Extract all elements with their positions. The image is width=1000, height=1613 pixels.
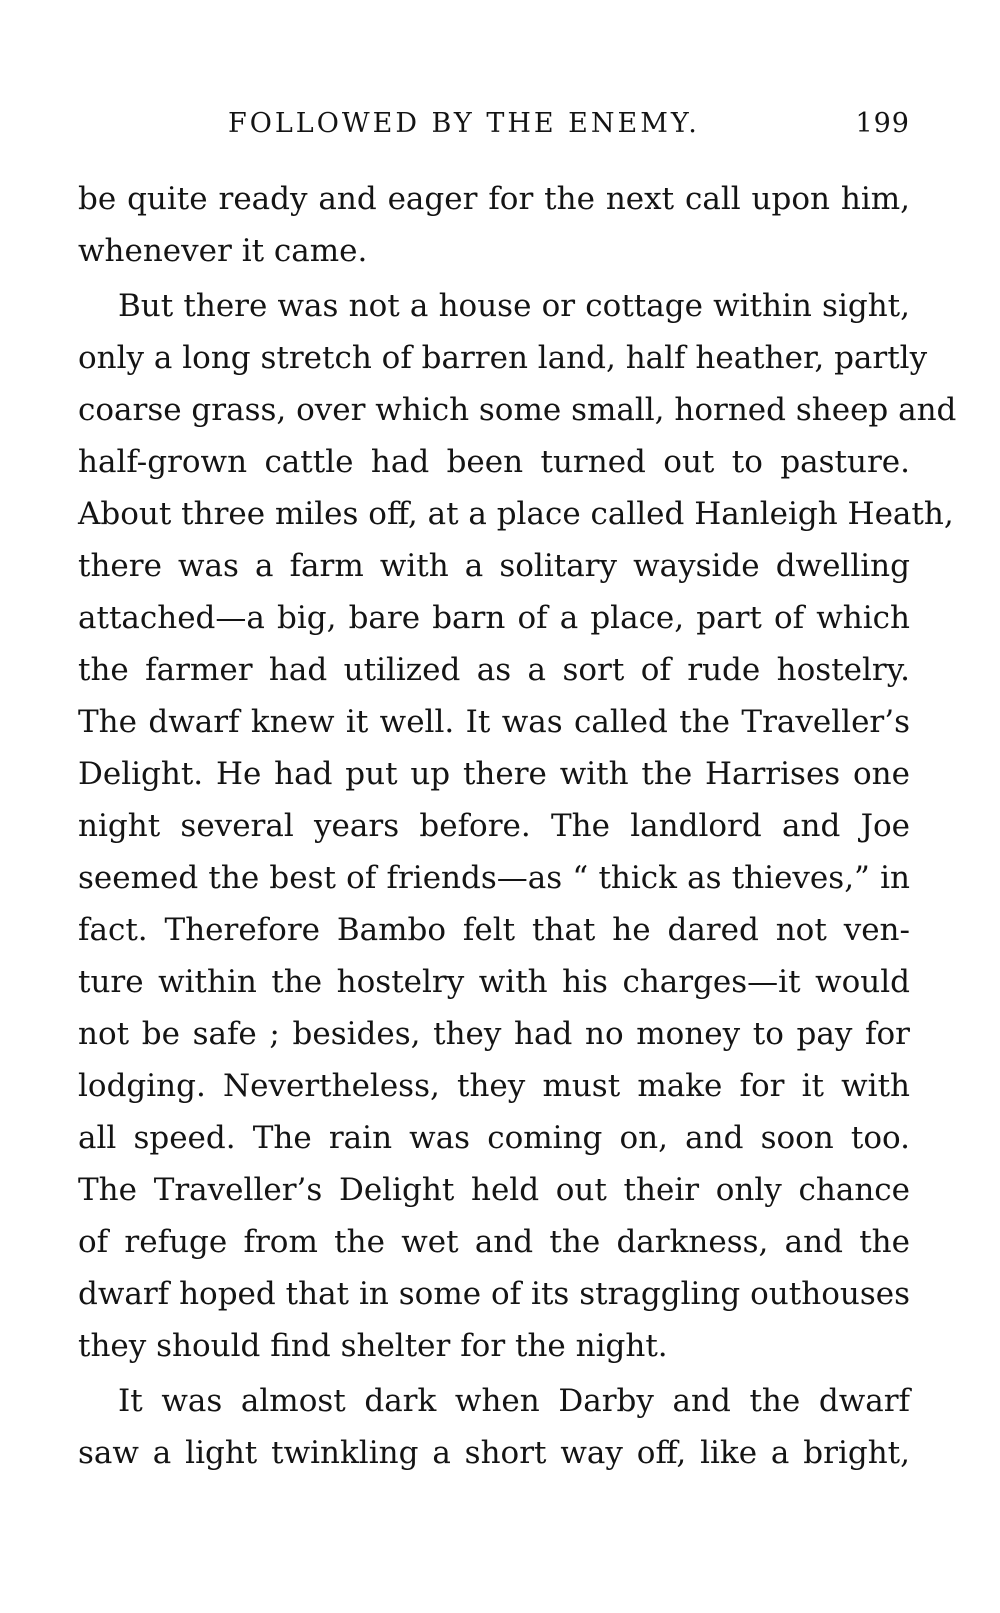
page-number: 199 — [855, 108, 910, 139]
text-line: dwarf hoped that in some of its straggling outhouses — [78, 1276, 910, 1312]
text-line: The dwarf knew it well. It was called the Traveller’s — [78, 704, 910, 740]
text-line: Delight. He had put up there with the Harrises one — [78, 756, 910, 792]
text-line: About three miles off, at a place called Hanleigh Heath, — [78, 496, 954, 532]
text-line: The Traveller’s Delight held out their only chance — [78, 1172, 910, 1208]
text-line: night several years before. The landlord and Joe — [78, 808, 910, 844]
paragraph — [78, 280, 957, 1372]
paragraph — [78, 1375, 910, 1479]
text-line: the farmer had utilized as a sort of rude hostelry. — [78, 652, 910, 688]
running-head — [78, 108, 910, 148]
text-line: attached—a big, bare barn of a place, part of which — [78, 600, 910, 636]
body-text — [78, 173, 957, 1479]
text-line: there was a farm with a solitary wayside dwelling — [78, 548, 910, 584]
text-line: saw a light twinkling a short way off, like a bright, — [78, 1435, 910, 1471]
text-line: But there was not a house or cottage within sight, — [118, 288, 910, 324]
text-line: lodging. Nevertheless, they must make for it with — [78, 1068, 910, 1104]
text-line: It was almost dark when Darby and the dwarf — [118, 1383, 910, 1419]
text-line: of refuge from the wet and the darkness, and the — [78, 1224, 910, 1260]
text-line: only a long stretch of barren land, half heather, partly — [78, 340, 928, 376]
text-line: fact. Therefore Bambo felt that he dared not ven- — [78, 912, 910, 948]
text-line: seemed the best of friends—as “ thick as thieves,” in — [78, 860, 910, 896]
text-line: coarse grass, over which some small, horned sheep and — [78, 392, 957, 428]
text-line: be quite ready and eager for the next call upon him, — [78, 181, 910, 217]
text-line: they should find shelter for the night. — [78, 1328, 668, 1364]
text-line: whenever it came. — [78, 233, 368, 269]
text-line: half-grown cattle had been turned out to pasture. — [78, 444, 910, 480]
running-title: FOLLOWED BY THE ENEMY. — [228, 108, 700, 139]
text-line: all speed. The rain was coming on, and soon too. — [78, 1120, 910, 1156]
text-line: ture within the hostelry with his charges—it would — [78, 964, 910, 1000]
text-line: not be safe ; besides, they had no money to pay for — [78, 1016, 910, 1052]
paragraph — [78, 173, 910, 277]
